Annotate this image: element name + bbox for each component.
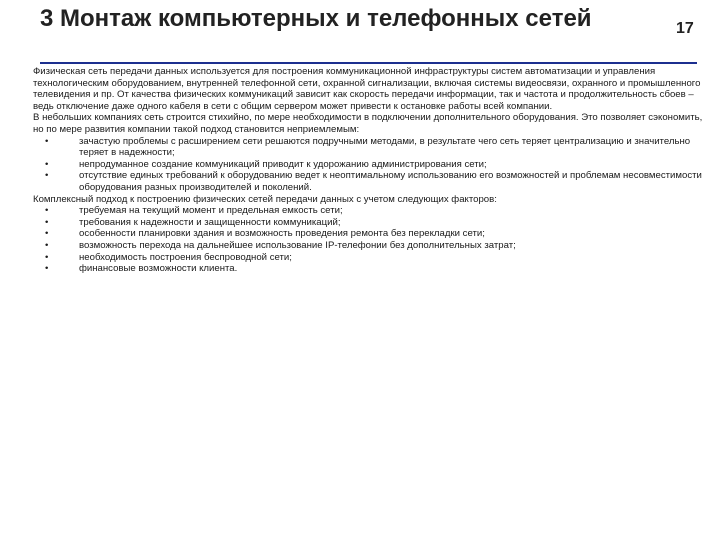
list-item-text: необходимость построения беспроводной сети; — [79, 251, 292, 263]
bullet-icon: • — [45, 216, 49, 228]
list-item-text: возможность перехода на дальнейшее использование IP-телефонии без дополнительных затрат; — [79, 239, 516, 251]
list-item-text: зачастую проблемы с расширением сети решаются подручными методами, в результате чего сеть теряет централизацию и значительно теряет в надежности; — [79, 135, 691, 159]
list-item — [33, 136, 713, 159]
problems-list — [33, 136, 713, 194]
intro-paragraph: Физическая сеть передачи данных используется для построения коммуникационной инфраструктуры систем автоматизации и управления технологическим оборудованием, внутренней телефонной сети, охранной сигнализации, включая системы видеосвязи, охранного и промышленного телевидения и пр. От качества физических коммуникаций зависит как скорость передачи информации, так и частота и продолжительность сбоев – ведь отключение даже одного кабеля в сети с общим сервером может привести к остановке работы всей компании. — [33, 66, 701, 112]
bullet-icon: • — [45, 263, 49, 275]
small-companies-paragraph: В небольших компаниях сеть строится стихийно, по мере необходимости в подключении дополнительного оборудования. Это позволяет сэкономить, но по мере развития компании такой подход становится неприемлемым: — [33, 112, 703, 135]
list-item — [33, 263, 713, 275]
slide-title: 3 Монтаж компьютерных и телефонных сетей — [40, 5, 592, 32]
list-item — [33, 228, 713, 240]
list-item-text: требования к надежности и защищенности коммуникаций; — [79, 216, 341, 228]
list-item — [33, 240, 713, 252]
bullet-icon: • — [45, 135, 49, 147]
bullet-icon: • — [45, 228, 49, 240]
list-item-text: отсутствие единых требований к оборудованию ведет к неоптимальному использованию его возможностей и проблемам несовместимости оборудования разных производителей и поколений. — [79, 170, 702, 193]
bullet-icon: • — [45, 158, 49, 170]
factors-list — [33, 205, 713, 275]
list-item-text: требуемая на текущий момент и предельная емкость сети; — [79, 205, 343, 217]
title-divider — [40, 62, 697, 64]
list-item — [33, 252, 713, 264]
list-item — [33, 170, 713, 193]
list-item — [33, 205, 713, 217]
bullet-icon: • — [45, 170, 49, 182]
list-item-text: финансовые возможности клиента. — [79, 263, 238, 275]
page-number: 17 — [676, 20, 694, 37]
list-item — [33, 217, 713, 229]
bullet-icon: • — [45, 239, 49, 251]
complex-approach-paragraph: Комплексный подход к построению физических сетей передачи данных с учетом следующих факторов: — [33, 193, 497, 205]
bullet-icon: • — [45, 251, 49, 263]
slide-body — [33, 66, 713, 275]
list-item — [33, 159, 713, 171]
bullet-icon: • — [45, 205, 49, 217]
list-item-text: особенности планировки здания и возможность проведения ремонта без перекладки сети; — [79, 228, 485, 240]
list-item-text: непродуманное создание коммуникаций приводит к удорожанию администрирования сети; — [79, 158, 487, 170]
